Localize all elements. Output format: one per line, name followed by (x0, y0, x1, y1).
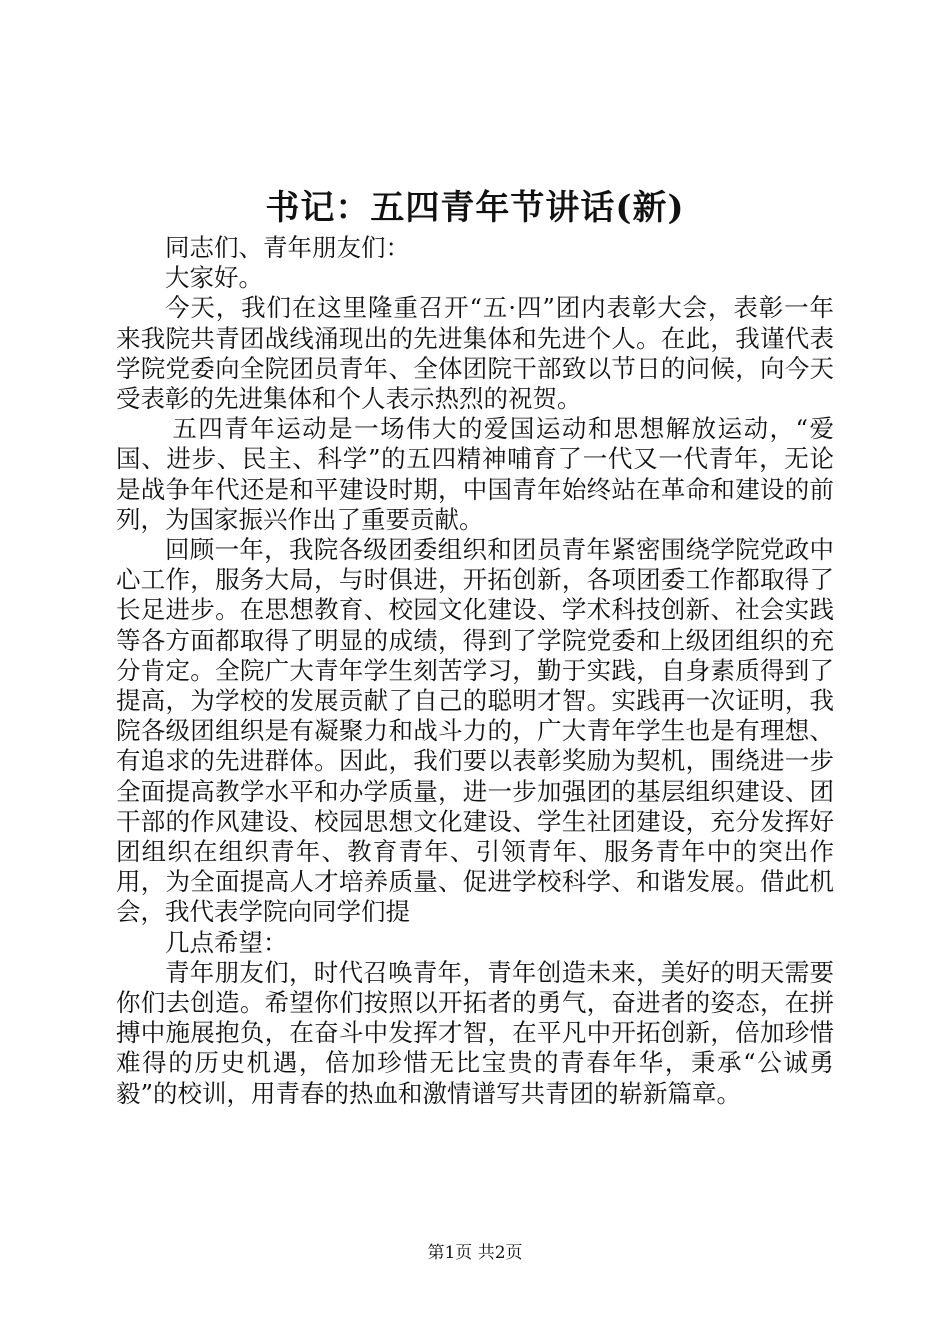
hopes-intro-paragraph: 几点希望： (165, 927, 288, 957)
closing-paragraph: 青年朋友们，时代召唤青年，青年创造未来，美好的明天需要你们去创造。希望你们按照以开拓者的勇气，奋进者的姿态，在拼搏中施展抱负，在奋斗中发挥才智，在平凡中开拓创新，倍加珍惜难得的历史机遇，倍加珍惜无比宝贵的青春年华，秉承“公诚勇毅”的校训，用青春的热血和激情谱写共青团的崭新篇章。 (116, 957, 834, 1108)
may-fourth-paragraph: 五四青年运动是一场伟大的爱国运动和思想解放运动，“爱国、进步、民主、科学”的五四精神哺育了一代又一代青年，无论是战争年代还是和平建设时期，中国青年始终站在革命和建设的前列，为国家振兴作出了重要贡献。 (116, 414, 834, 534)
review-paragraph: 回顾一年，我院各级团委组织和团员青年紧密围绕学院党政中心工作，服务大局，与时俱进，开拓创新，各项团委工作都取得了长足进步。在思想教育、校园文化建设、学术科技创新、社会实践等各方面都取得了明显的成绩，得到了学院党委和上级团组织的充分肯定。全院广大青年学生刻苦学习，勤于实践，自身素质得到了提高，为学校的发展贡献了自己的聪明才智。实践再一次证明，我院各级团组织是有凝聚力和战斗力的，广大青年学生也是有理想、有追求的先进群体。因此，我们要以表彰奖励为契机，围绕进一步全面提高教学水平和办学质量，进一步加强团的基层组织建设、团干部的作风建设、校园思想文化建设、学生社团建设，充分发挥好团组织在组织青年、教育青年、引领青年、服务青年中的突出作用，为全面提高人才培养质量、促进学校科学、和谐发展。借此机会，我代表学院向同学们提 (116, 535, 834, 927)
opening-paragraph: 今天，我们在这里隆重召开“五·四”团内表彰大会，表彰一年来我院共青团战线涌现出的先进集体和先进个人。在此，我谨代表学院党委向全院团员青年、全体团院干部致以节日的问候，向今天受表彰的先进集体和个人表示热烈的祝贺。 (116, 293, 834, 414)
page-footer: 第1页 共2页 (427, 1243, 523, 1263)
salutation-paragraph: 同志们、青年朋友们： (165, 233, 410, 262)
document-body (116, 233, 834, 1109)
document-title: 书记：五四青年节讲话(新) (265, 188, 685, 228)
greeting-paragraph: 大家好。 (165, 263, 263, 293)
